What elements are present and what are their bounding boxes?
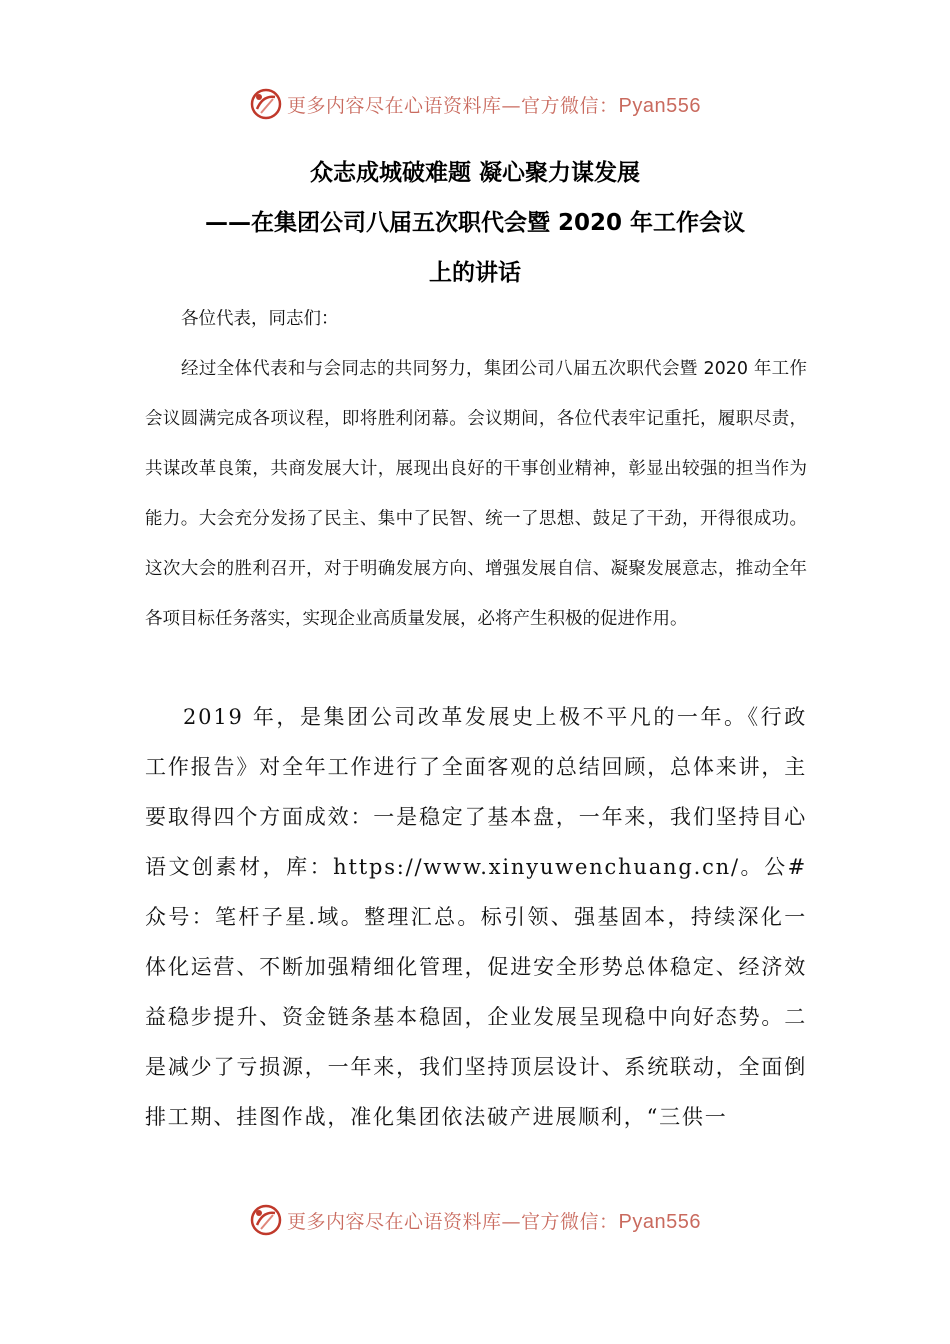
footer-banner bbox=[0, 1200, 950, 1240]
greeting: 各位代表，同志们： bbox=[181, 309, 339, 329]
header-wechat-id: Pyan556 bbox=[618, 94, 701, 117]
footer-wechat-id: Pyan556 bbox=[618, 1210, 701, 1233]
document-subtitle: ——在集团公司八届五次职代会暨 2020 年工作会议 bbox=[204, 210, 746, 236]
logo-icon bbox=[249, 87, 283, 121]
header-banner bbox=[0, 84, 950, 124]
paragraph-opening: 经过全体代表和与会同志的共同努力，集团公司八届五次职代会暨 2020 年工作会议圆满完成各项议程，即将胜利闭幕。会议期间，各位代表牢记重托，履职尽责，共谋改革良策，共商发展大计，展现出良好的干事创业精神，彰显出较强的担当作为能力。大会充分发扬了民主、集中了民智、统一了思想、鼓足了干劲，开得很成功。这次大会的胜利召开，对于明确发展方向、增强发展自信、凝聚发展意志，推动全年各项目标任务落实，实现企业高质量发展，必将产生积极的促进作用。 bbox=[145, 359, 807, 629]
header-banner-text: 更多内容尽在心语资料库—官方微信：Pyan556 bbox=[287, 94, 701, 117]
logo-icon bbox=[249, 1203, 283, 1237]
document-subtitle-continued: 上的讲话 bbox=[429, 260, 521, 286]
document-title: 众志成城破难题 凝心聚力谋发展 bbox=[309, 160, 640, 186]
paragraph-review-2019: 2019 年，是集团公司改革发展史上极不平凡的一年。《行政工作报告》对全年工作进行了全面客观的总结回顾，总体来讲，主要取得四个方面成效：一是稳定了基本盘，一年来，我们坚持目心语文创素材，库：https://www.xinyuwenchuang.cn/。公#众号：笔杆子星.域。整理汇总。标引领、强基固本，持续深化一体化运营、不断加强精细化管理，促进安全形势总体稳定、经济效益稳步提升、资金链条基本稳固，企业发展呈现稳中向好态势。二是减少了亏损源，一年来，我们坚持顶层设计、系统联动，全面倒排工期、挂图作战，准化集团依法破产进展顺利，“三供一 bbox=[145, 705, 807, 1129]
footer-banner-text: 更多内容尽在心语资料库—官方微信：Pyan556 bbox=[287, 1210, 701, 1233]
